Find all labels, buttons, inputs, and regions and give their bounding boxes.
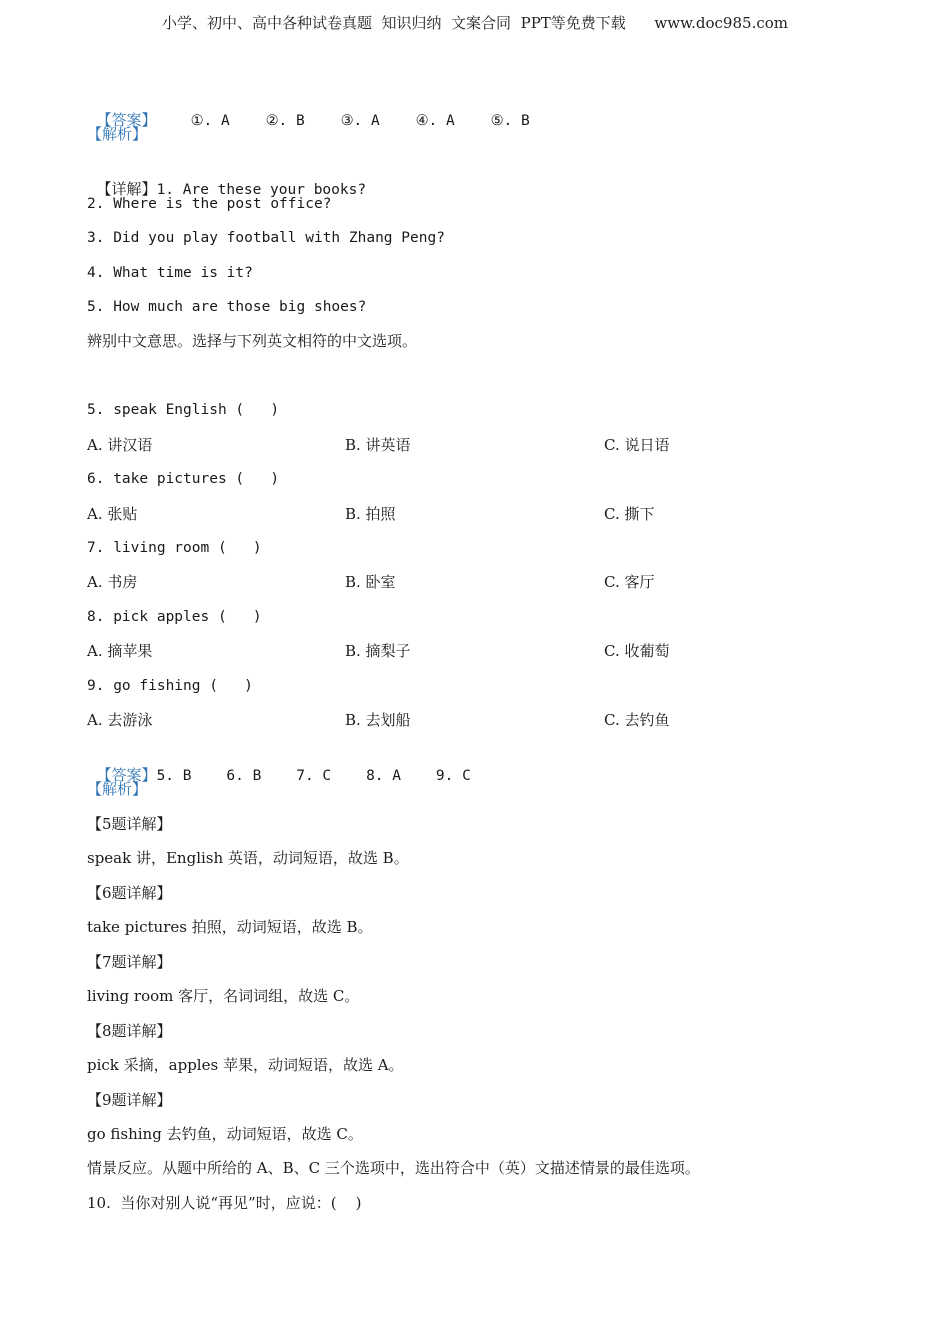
answer-tag: 【答案】 [96, 766, 157, 784]
sentence: 5. How much are those big shoes? [87, 299, 367, 315]
option-c: C. 说日语 [604, 436, 670, 454]
detail-title: 【9题详解】 [87, 1091, 172, 1109]
detail-text: pick 采摘，apples 苹果，动词短语，故选 A。 [87, 1056, 404, 1074]
option-b: B. 拍照 [345, 505, 396, 523]
section-instruction: 辨别中文意思。选择与下列英文相符的中文选项。 [87, 332, 418, 350]
detail-tag: 【详解】 [96, 180, 157, 198]
question-stem: 8. pick apples ( ) [87, 609, 262, 625]
option-c: C. 撕下 [604, 505, 655, 523]
option-a: A. 张贴 [87, 505, 138, 523]
option-a: A. 去游泳 [87, 711, 153, 729]
question-stem: 9. go fishing ( ) [87, 678, 253, 694]
question-stem: 5. speak English ( ) [87, 402, 280, 418]
sentence: 2. Where is the post office? [87, 196, 332, 212]
answers-text: 5. B 6. B 7. C 8. A 9. C [156, 768, 471, 784]
sentence: 3. Did you play football with Zhang Peng? [87, 230, 445, 246]
sentence: 4. What time is it? [87, 265, 253, 281]
answer-tag: 【答案】 [96, 111, 157, 129]
analysis-tag: 【解析】 [87, 125, 148, 143]
analysis-tag: 【解析】 [87, 780, 148, 798]
answer-item: ②. B [265, 113, 305, 129]
answer-item: ④. A [415, 113, 455, 129]
answer-item: ①. A [190, 113, 230, 129]
detail-text: go fishing 去钓鱼，动词短语，故选 C。 [87, 1125, 363, 1143]
option-c: C. 去钓鱼 [604, 711, 670, 729]
page-header: 小学、初中、高中各种试卷真题 知识归纳 文案合同 PPT等免费下载 www.doc985.com [161, 14, 788, 32]
detail-title: 【7题详解】 [87, 953, 172, 971]
detail-text: take pictures 拍照，动词短语，故选 B。 [87, 918, 373, 936]
detail-title: 【5题详解】 [87, 815, 172, 833]
detail-title: 【6题详解】 [87, 884, 172, 902]
section2-instruction: 情景反应。从题中所给的 A、B、C 三个选项中，选出符合中（英）文描述情景的最佳选项。 [87, 1159, 700, 1177]
answer-item: ③. A [340, 113, 380, 129]
option-b: B. 摘梨子 [345, 642, 411, 660]
option-b: B. 卧室 [345, 573, 396, 591]
detail-text: speak 讲，English 英语，动词短语，故选 B。 [87, 849, 409, 867]
option-b: B. 讲英语 [345, 436, 411, 454]
question-stem: 6. take pictures ( ) [87, 471, 280, 487]
option-a: A. 讲汉语 [87, 436, 153, 454]
option-c: C. 收葡萄 [604, 642, 670, 660]
question-10: 10. 当你对别人说“再见”时，应说：( ) [87, 1194, 362, 1212]
answer-item: ⑤. B [490, 113, 530, 129]
sentence: 1. Are these your books? [156, 182, 367, 198]
option-a: A. 书房 [87, 573, 138, 591]
option-a: A. 摘苹果 [87, 642, 153, 660]
detail-title: 【8题详解】 [87, 1022, 172, 1040]
option-b: B. 去划船 [345, 711, 411, 729]
detail-text: living room 客厅，名词词组，故选 C。 [87, 987, 360, 1005]
option-c: C. 客厅 [604, 573, 655, 591]
question-stem: 7. living room ( ) [87, 540, 262, 556]
answer-row-1 [87, 90, 566, 131]
